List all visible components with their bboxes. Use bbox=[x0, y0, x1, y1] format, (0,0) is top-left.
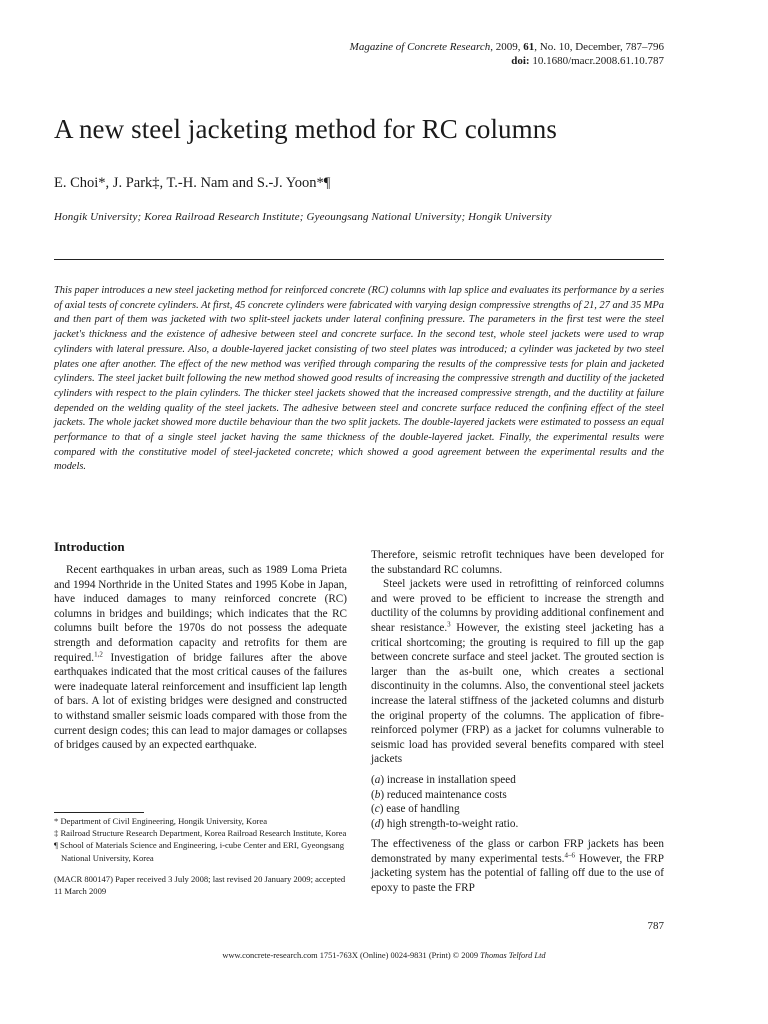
footnotes bbox=[54, 815, 347, 897]
doi-label: doi: bbox=[511, 55, 530, 67]
list-item: (a) increase in installation speed bbox=[371, 773, 516, 786]
author-list: E. Choi*, J. Park‡, T.-H. Nam and S.-J. Yoon*¶ bbox=[54, 175, 331, 191]
intro-paragraph-3: The effectiveness of the glass or carbon FRP jackets has been demonstrated by many experimental tests.$^{4-6}$ However, the FRP jacketing system has the potential of falling off due to the use of epoxy to paste the FRP bbox=[371, 838, 664, 895]
section-heading-introduction: Introduction bbox=[54, 539, 125, 554]
benefits-list bbox=[371, 773, 664, 831]
intro-paragraph-continued: Therefore, seismic retrofit techniques have been developed for the substandard RC columns. bbox=[371, 549, 664, 576]
right-column bbox=[371, 548, 664, 896]
doi-value[interactable]: 10.1680/macr.2008.61.10.787 bbox=[529, 55, 664, 67]
list-item: (c) ease of handling bbox=[371, 803, 460, 816]
intro-paragraph-1: Recent earthquakes in urban areas, such as 1989 Loma Prieta and 1994 Northride in the United States and 1995 Kobe in Japan, have induced damages to many reinforced concrete (RC) columns in bridges and buildings; which indicates that the RC columns built before the 1970s do not possess the adequate strength and deformation capacity and retrofits for them are required.$^{1,2}$ Investigation of bridge failures after the above earthquakes indicated that the most critical causes of the failures were inadequate lateral reinforcement and insufficient lap length of bars. A lot of existing bridges were designed and constructed to withstand smaller seismic loads compared with those from the current design codes; this can lead to major damages or collapses of bridges caused by an expected earthquake. bbox=[54, 564, 347, 752]
page-number: 787 bbox=[647, 920, 664, 932]
journal-citation bbox=[350, 40, 664, 55]
paper-received-note: (MACR 800147) Paper received 3 July 2008; last revised 20 January 2009; accepted 11 March 2009 bbox=[54, 873, 346, 897]
left-column bbox=[54, 538, 347, 753]
header-divider bbox=[54, 259, 664, 260]
journal-name: Magazine of Concrete Research bbox=[349, 41, 491, 53]
list-item: (d) high strength-to-weight ratio. bbox=[371, 817, 519, 830]
list-item: (b) reduced maintenance costs bbox=[371, 788, 507, 801]
footnote-divider bbox=[54, 812, 144, 813]
citation-ref[interactable]: 4–6 bbox=[564, 851, 575, 860]
journal-year: , 2009, bbox=[490, 41, 524, 53]
affiliations: Hongik University; Korea Railroad Research Institute; Gyeoungsang National University; Hongik University bbox=[54, 211, 552, 223]
footer-text: www.concrete-research.com 1751-763X (Online) 0024-9831 (Print) © 2009 bbox=[222, 951, 481, 960]
doi-line bbox=[511, 54, 664, 69]
citation-ref[interactable]: 3 bbox=[447, 620, 451, 629]
footnote-2: ‡ Railroad Structure Research Department, Korea Railroad Research Institute, Korea bbox=[54, 828, 347, 839]
paper-title: A new steel jacketing method for RC columns bbox=[54, 114, 557, 144]
journal-issue-pages: , No. 10, December, 787–796 bbox=[534, 41, 664, 53]
publisher-name: Thomas Telford Ltd bbox=[480, 951, 546, 960]
intro-paragraph-2: Steel jackets were used in retrofitting of reinforced columns and were proved to be efficient to increase the strength and ductility of the columns by providing additional confinement and shear resistance.$^3$ However, the existing steel jacketing has a critical shortcoming; the grouting is required to fill up the gap between concrete surface and steel jacket. The grouted section is larger than the as-built one, which creates a sectional discontinuity in the columns. Also, the conventional steel jackets increase the lateral stiffness of the jacketed columns and disturb the original property of the columns. The application of fibre-reinforced polymer (FRP) as a jacket for columns vulnerable to seismic load has provided several benefits compared with steel jackets bbox=[371, 578, 664, 766]
abstract: This paper introduces a new steel jacketing method for reinforced concrete (RC) columns with lap splice and evaluates its performance by a series of axial tests of concrete cylinders. At first, 45 concrete cylinders were fabricated with varying design compressive strengths of 21, 27 and 35 MPa and then part of them was jacketed with two split-steel jackets under lateral confining pressure. The parameters in the first test were the steel jacket's thickness and the existence of adhesive between steel and concrete surface. In the second test, whole steel jackets were used to wrap cylinders with lateral pressure. Also, a double-layered jacket consisting of two steel plates was introduced; a cylinder was jacketed by two steel plates one after another. The effect of the new method was verified through comparing the results of the compressive tests for plain and jacketed cylinders. The steel jacket built following the new method showed good results of increasing the compressive strength and ductility of the jacketed cylinders with respect to the plain cylinders. The thicker steel jackets showed that the increased compressive strength, and the ductility at failure depended on the welding quality of the steel jackets. The adhesive between steel and concrete surface reduced the confining effect of the steel jackets. The whole jacket showed more ductile behaviour than the two split jackets. The double-layered jackets were estimated to possess an equal performance to that of a single steel jacket having the same thickness of the double-layered jacket. Finally, the experimental results were compared with the constitutive model of steel-jacketed concrete; which showed a good agreement between the experimental results and the models. bbox=[54, 285, 664, 473]
footnote-3: ¶ School of Materials Science and Engineering, i-cube Center and ERI, Gyeongsang National University, Korea bbox=[54, 840, 345, 863]
footnote-1: * Department of Civil Engineering, Hongik University, Korea bbox=[54, 816, 268, 826]
citation-ref[interactable]: 1,2 bbox=[94, 649, 103, 658]
page-footer bbox=[0, 951, 768, 960]
journal-volume: 61 bbox=[523, 41, 535, 53]
